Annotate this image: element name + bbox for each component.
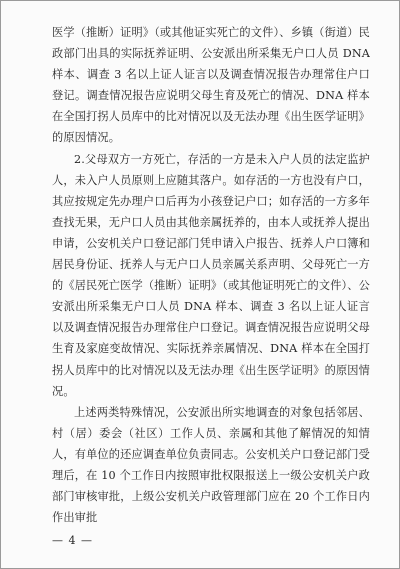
page-number: — 4 — — [52, 534, 93, 547]
paragraph-item-2: 2.父母双方一方死亡，存活的一方是未入户人员的法定监护人，未入户人员原则上应随其落户。如存活的一方也没有户口，其应按规定先办理户口后再为小孩登记户口；如存活的一方多年查找无果，无户口人员由其他亲属抚养的，由本人或抚养人提出申请，公安机关户口登记部门凭申请入户报告、抚养人户口簿和居民身份证、抚养人与无户口人员亲属关系声明、父母死亡一方的《居民死亡医学（推断）证明》（或其他证明死亡的文件）、公安派出所采集无户口人员 DNA 样本、调查 3 名以上证人证言以及调查情况报告办理常住户口登记。调查情况报告应说明父母生育及家庭变故情况、实际抚养亲属情况、DNA 样本在全国打拐人员库中的比对情况以及无法办理《出生医学证明》的原因情况。 — [52, 152, 370, 398]
paragraph-summary: 上述两类特殊情况，公安派出所实地调查的对象包括邻居、村（居）委会（社区）工作人员、亲属和其他了解情况的知情人，有单位的还应调查单位负责同志。公安机关户口登记部门受理后，在 10 个工作日内按照审批权限报送上一级公安机关户政部门审核审批，上级公安机关户政管理部门应在 20 个工作日内作出审批 — [52, 405, 370, 525]
paragraph-continuation: 医学（推断）证明》（或其他证实死亡的文件）、乡镇（街道）民政部门出具的实际抚养证明、公安派出所采集无户口人员 DNA 样本、调查 3 名以上证人证言以及调查情况报告办理常住户口登记。调查情况报告应说明父母生育及死亡的情况、DNA 样本在全国打拐人员库中的比对情况以及无法办理《出生医学证明》的原因情况。 — [52, 26, 370, 145]
